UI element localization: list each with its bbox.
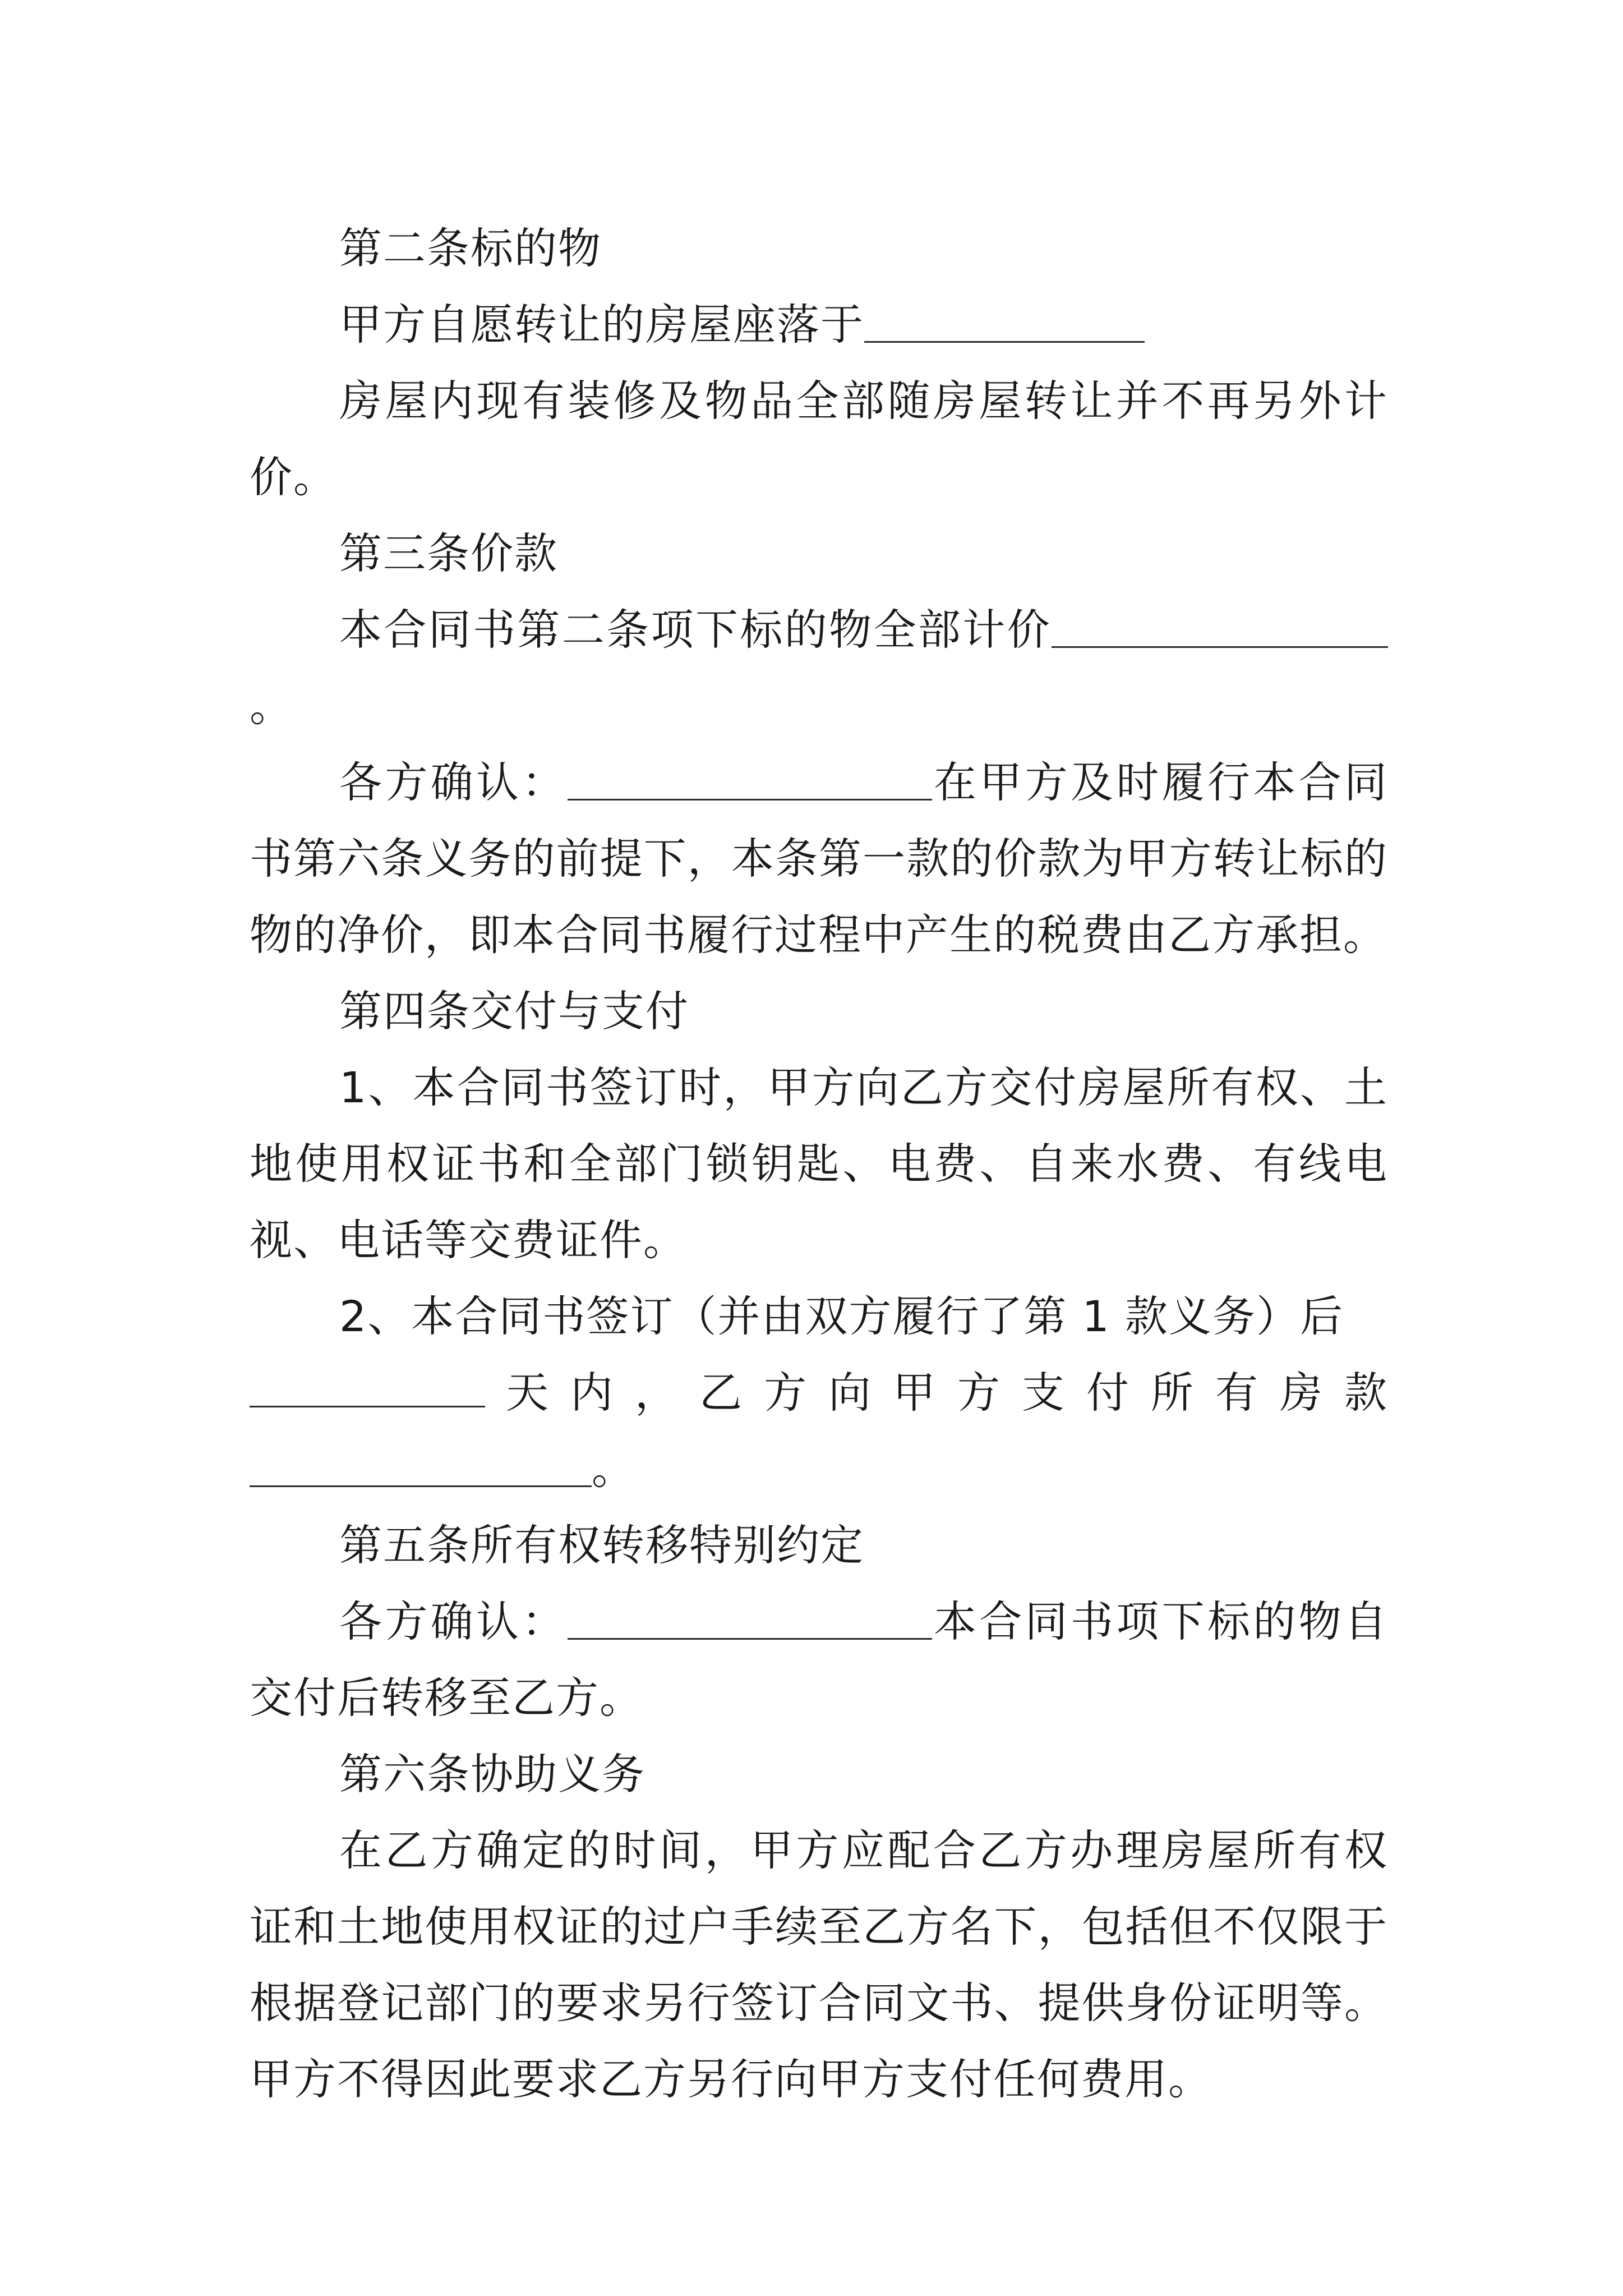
article-2-furnishing-clause: 房屋内现有装修及物品全部随房屋转让并不再另外计价。 — [250, 376, 1388, 502]
spread-char: 方 — [764, 1368, 808, 1418]
confirm-label: 各方确认： — [339, 757, 568, 807]
article-6-heading: 第六条协助义务 — [339, 1749, 645, 1799]
contract-body — [250, 210, 1388, 2118]
spread-char: 房 — [1280, 1368, 1324, 1418]
article-5-heading: 第五条所有权转移特别约定 — [339, 1520, 864, 1570]
price-label: 本合同书第二条项下标的物全部计价 — [339, 605, 1052, 655]
spread-char: 付 — [1086, 1368, 1130, 1418]
article-4-item-1: 1、本合同书签订时，甲方向乙方交付房屋所有权、土地使用权证书和全部门锁钥匙、电费、自来水费、有线电视、电话等交费证件。 — [250, 1062, 1388, 1265]
article-4-item-2-line-3 — [250, 1431, 1388, 1507]
spread-char: 乙 — [699, 1368, 743, 1418]
days-blank[interactable] — [250, 1363, 485, 1407]
article-3-confirm-clause — [250, 744, 1388, 973]
article-5-confirm-clause — [250, 1584, 1388, 1736]
confirm-text: 在甲方及时履行本合同书第六条义务的前提下，本条第一款的价款为甲方转让标的物的净价，即本合同书履行过程中产生的税费由乙方承担。 — [250, 757, 1389, 960]
spread-char: 款 — [1344, 1368, 1388, 1418]
spread-char: ， — [635, 1368, 679, 1418]
transfer-confirm-label: 各方确认： — [339, 1596, 568, 1646]
transfer-confirm-blank[interactable] — [568, 1595, 932, 1640]
article-2-location-line — [250, 287, 1388, 363]
spread-char: 甲 — [893, 1368, 937, 1418]
spread-char: 有 — [1215, 1368, 1259, 1418]
spread-char: 向 — [828, 1368, 872, 1418]
address-blank[interactable] — [864, 298, 1145, 343]
price-end-mark: 。 — [250, 681, 293, 731]
article-4-item-2-line-1: 2、本合同书签订（并由双方履行了第 1 款义务）后 — [339, 1291, 1344, 1341]
amount-blank[interactable] — [250, 1443, 592, 1487]
article-4-heading: 第四条交付与支付 — [339, 986, 689, 1036]
article-2-heading: 第二条标的物 — [339, 223, 602, 273]
spread-char: 内 — [570, 1368, 614, 1418]
transfer-confirm-text: 本合同书项下标的物自交付后转移至乙方。 — [250, 1596, 1389, 1723]
article-6-assistance-clause: 在乙方确定的时间，甲方应配合乙方办理房屋所有权证和土地使用权证的过户手续至乙方名下，包括但不仅限于根据登记部门的要求另行签订合同文书、提供身份证明等。甲方不得因此要求乙方另行向甲方支付任何费用。 — [250, 1825, 1388, 2104]
article-4-item-2-line-2 — [250, 1355, 1388, 1431]
article-3-price-line — [250, 592, 1388, 744]
article-3-heading: 第三条价款 — [339, 528, 558, 578]
spread-char: 方 — [957, 1368, 1001, 1418]
price-blank[interactable] — [1052, 604, 1388, 648]
amount-end-mark: 。 — [592, 1444, 635, 1494]
confirm-blank[interactable] — [568, 756, 932, 800]
location-label: 甲方自愿转让的房屋座落于 — [339, 300, 864, 349]
spread-char: 所 — [1151, 1368, 1195, 1418]
spread-char: 支 — [1022, 1368, 1066, 1418]
spread-char: 天 — [506, 1368, 550, 1418]
